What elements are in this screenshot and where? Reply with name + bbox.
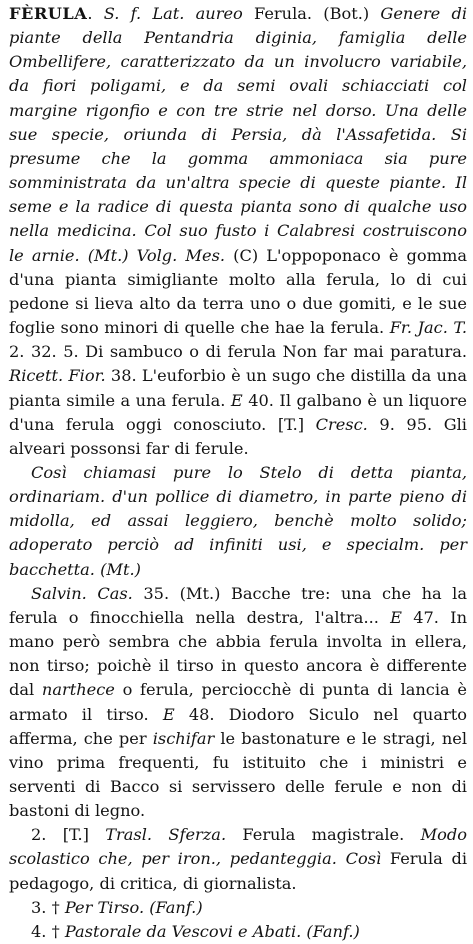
citation-text: 2. 32. 5. Di sambuco o di ferula Non far mai paratura.	[9, 342, 467, 362]
citation-text: Ferula di pedagogo, di critica, di giornalista.	[9, 849, 467, 893]
sense-number: 4. †	[31, 921, 65, 941]
citation-text: (C) L'oppoponaco è gomma d'una pianta simigliante molto alla ferula, lo di cui pedone si lieva alto da terra uno o due gomiti, e le sue foglie sono minori di quelle che hae la ferula.	[9, 245, 467, 338]
entry-definition-paragraph	[9, 2, 467, 461]
source-abbrev: Salvin. Cas.	[31, 583, 133, 603]
source-abbrev: E	[390, 607, 402, 627]
definition-text: Pastorale da Vescovi e Abati. (Fanf.)	[64, 921, 360, 941]
source-abbrev: E	[162, 704, 175, 724]
entry-sense-3	[9, 896, 467, 920]
sense-number: 3. †	[31, 897, 65, 917]
source-abbrev: Cresc.	[315, 414, 368, 434]
text-run: Ferula. (Bot.)	[242, 4, 381, 23]
citation-text: 9. 95. Gli alveari possonsi far di ferule.	[9, 414, 467, 458]
citation-text: 35. (Mt.) Bacche tre: una che ha la ferula o finocchiella nella destra, l'altra...	[9, 583, 468, 627]
definition-text: Così chiamasi pure lo Stelo di detta pianta, ordinariam. d'un pollice di diametro, in parte pieno di midolla, ed assai leggiero, benchè molto solido; adoperato perciò ad infiniti usi, e specialm. per bacchetta. (Mt.)	[9, 462, 467, 579]
citation-text: o ferula, perciocchè di punta di lancia è armato il tirso.	[9, 680, 467, 724]
definition-text: Modo scolastico che, per iron., pedanteggia. Così	[9, 825, 467, 869]
definition-text: Per Tirso. (Fanf.)	[64, 897, 203, 917]
source-abbrev: Fr. Jac. T.	[389, 318, 467, 338]
entry-sense-4	[9, 920, 467, 944]
entry-sense-paragraph	[9, 461, 467, 582]
citation-text: 40. Il galbano è un liquore d'una ferula oggi conosciuto. [T.]	[9, 390, 467, 434]
definition-text: Trasl. Sferza.	[105, 825, 227, 845]
definition-text: Genere di piante della Pentandria diginia, famiglia delle Ombellifere, caratterizzato da un involucro variabile, da fiori poligami, e da semi ovali schiacciati col margine rigonfio e con tre strie nel dorso. Una delle sue specie, oriunda di Persia, dà l'Assafetida. Si presume che la gomma ammoniaca sia pure somministrata da un'altra specie di queste piante. Il seme e la radice di questa pianta sono di qualche uso nella medicina. Col suo fusto i Calabresi costruiscono le arnie. (Mt.) Volg. Mes.	[9, 4, 468, 265]
source-abbrev: E	[230, 390, 243, 410]
citation-text: 38. L'euforbio è un sugo che distilla da una pianta simile a una ferula.	[9, 366, 467, 410]
entry-citation-paragraph	[9, 582, 467, 824]
citation-text: 48. Diodoro Siculo nel quarto afferma, che per	[9, 704, 467, 748]
headword: FÈRULA	[9, 4, 88, 23]
citation-text: le bastonature e le stragi, nel vino prima frequenti, fu istituito che i ministri e serventi di Bacco si servissero delle ferule e non di bastoni di legno.	[9, 728, 467, 821]
entry-sense-2	[9, 823, 467, 895]
citation-text: 47. In mano però sembra che abbia ferula involta in ellera, non tirso; poichè il tirso in questo ancora è differente dal	[9, 607, 467, 700]
sense-number: 2. [T.]	[31, 825, 106, 845]
italic-term: narthece	[41, 680, 115, 700]
grammar-note: S. f. Lat. aureo	[103, 4, 243, 23]
text-run: .	[87, 4, 104, 23]
citation-text: Ferula magistrale.	[226, 825, 421, 845]
source-abbrev: Ricett. Fior.	[9, 366, 106, 386]
italic-term: ischifar	[152, 728, 215, 748]
